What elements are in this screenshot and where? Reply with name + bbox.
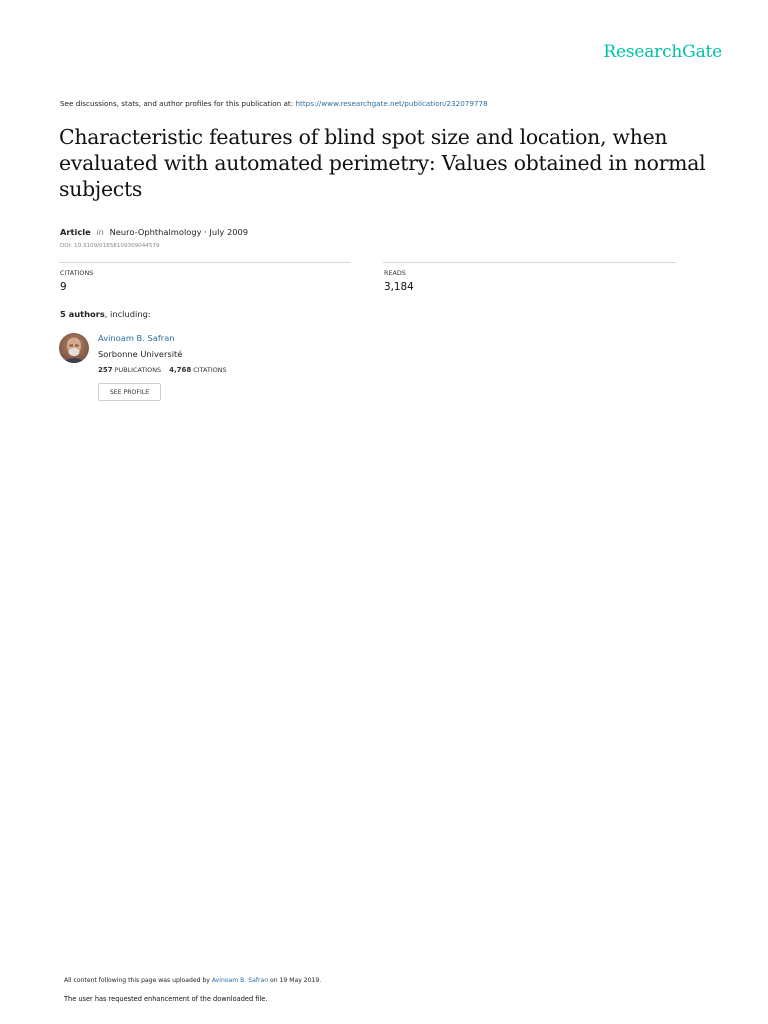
author-publications-label: PUBLICATIONS [114,366,162,374]
researchgate-logo[interactable]: ResearchGate [603,42,722,62]
authors-suffix: , including: [104,309,151,319]
article-title: Characteristic features of blind spot size and location, when evaluated with automated perimetry: Values obtained in normal subjects [59,125,706,201]
upload-suffix: on 19 May 2019. [268,977,322,984]
upload-prefix: All content following this page was uploaded by [64,977,212,984]
see-profile-button[interactable]: SEE PROFILE [98,383,161,401]
doi: DOI: 10.3109/01658109309044579 [60,243,160,249]
divider-reads [383,262,676,263]
publication-link[interactable]: https://www.researchgate.net/publication/232079778 [295,99,488,108]
divider-citations [59,262,351,263]
article-kind: Article [60,227,91,237]
author-name[interactable]: Avinoam B. Safran [98,333,175,343]
source-prefix: See discussions, stats, and author profiles for this publication at: [60,99,296,108]
author-institution: Sorbonne Université [98,349,183,359]
reads-value: 3,184 [384,281,414,293]
citations-value: 9 [60,281,67,293]
authors-count: 5 authors [60,309,105,319]
author-stats [98,366,227,374]
citations-label: CITATIONS [60,269,94,277]
publication-source-line [60,99,488,108]
article-meta [60,227,248,237]
upload-note [64,977,321,984]
author-citations-count: 4,768 [169,366,192,374]
avatar-photo-icon [59,333,89,363]
uploader-link[interactable]: Avinoam B. Safran [211,977,269,984]
reads-label: READS [384,269,406,277]
authors-summary [60,309,151,319]
in-label: in [96,227,104,237]
enhancement-note: The user has requested enhancement of the downloaded file. [64,995,268,1003]
author-publications-count: 257 [98,366,113,374]
journal-date[interactable]: Neuro-Ophthalmology · July 2009 [109,227,249,237]
author-avatar[interactable] [59,333,89,363]
author-citations-label: CITATIONS [193,366,227,374]
